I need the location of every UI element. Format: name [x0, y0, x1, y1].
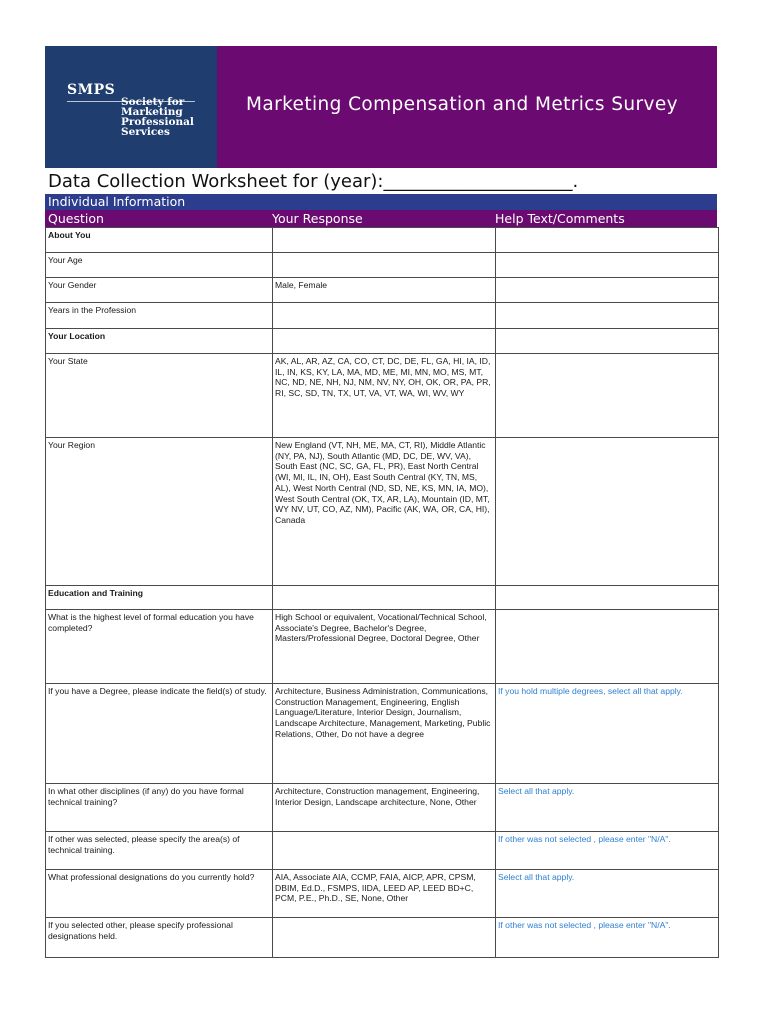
row-response[interactable]: Male, Female: [273, 278, 496, 303]
row-help: [496, 610, 719, 684]
row-help: [496, 438, 719, 586]
row-response[interactable]: New England (VT, NH, ME, MA, CT, RI), Middle Atlantic (NY, PA, NJ), South Atlantic (MD, DC, DE, WV, VA), South East (NC, SC, GA, FL, PR), East North Central (WI, MI, IL, IN, OH), East South Central (KY, TN, MS, AL), West North Central (ND, SD, NE, KS, MN, IA, MO), West South Central (OK, TX, AR, LA), Mountain (ID, MT, WY NV, UT, CO, AZ, NM), Pacific (AK, WA, OR, CA, HI), Canada: [273, 438, 496, 586]
table-row: [46, 586, 719, 610]
table-row: [46, 684, 719, 784]
table-row: [46, 438, 719, 586]
row-response[interactable]: AK, AL, AR, AZ, CA, CO, CT, DC, DE, FL, GA, HI, IA, ID, IL, IN, KS, KY, LA, MA, MD, ME, MI, MN, MO, MS, MT, NC, ND, NE, NH, NJ, NM, NV, NY, OH, OK, OR, PA, PR, RI, SC, SD, TN, TX, UT, VA, VT, WA, WI, WV, WY: [273, 354, 496, 438]
row-response[interactable]: Architecture, Construction management, Engineering, Interior Design, Landscape architecture, None, Other: [273, 784, 496, 832]
row-question: About You: [46, 228, 273, 253]
row-help: If you hold multiple degrees, select all that apply.: [496, 684, 719, 784]
section-bar-label: Individual Information: [48, 194, 186, 209]
worksheet-heading: Data Collection Worksheet for (year):_____________________.: [48, 171, 579, 192]
row-question: Your Age: [46, 253, 273, 278]
row-question: What is the highest level of formal education you have completed?: [46, 610, 273, 684]
table-row: [46, 784, 719, 832]
table-row: [46, 278, 719, 303]
row-help: [496, 253, 719, 278]
row-help: [496, 329, 719, 354]
row-help: [496, 586, 719, 610]
row-help: [496, 303, 719, 329]
table-row: [46, 329, 719, 354]
column-header-response: Your Response: [272, 211, 363, 226]
smps-logo: [45, 46, 217, 168]
column-header-question: Question: [48, 211, 104, 226]
row-question: Your Location: [46, 329, 273, 354]
row-help: [496, 354, 719, 438]
table-row: [46, 303, 719, 329]
row-question: Your Gender: [46, 278, 273, 303]
row-question: What professional designations do you currently hold?: [46, 870, 273, 918]
row-help: [496, 278, 719, 303]
survey-banner: [45, 46, 717, 168]
section-bar: [45, 194, 717, 210]
worksheet-table: [45, 227, 719, 958]
row-response[interactable]: [273, 329, 496, 354]
row-response[interactable]: High School or equivalent, Vocational/Technical School, Associate's Degree, Bachelor's Degree, Masters/Professional Degree, Doctoral Degree, Other: [273, 610, 496, 684]
row-response[interactable]: [273, 918, 496, 958]
row-question: Your Region: [46, 438, 273, 586]
table-row: [46, 832, 719, 870]
table-row: [46, 228, 719, 253]
row-response[interactable]: [273, 228, 496, 253]
table-row: [46, 870, 719, 918]
table-row: [46, 918, 719, 958]
logo-abbreviation: SMPS: [67, 82, 116, 98]
row-response[interactable]: [273, 303, 496, 329]
row-response[interactable]: Architecture, Business Administration, Communications, Construction Management, Engineering, English Language/Literature, Interior Design, Journalism, Landscape Architecture, Management, Marketing, Public Relations, Other, Do not have a degree: [273, 684, 496, 784]
logo-organization-name: Society for Marketing Professional Services: [121, 96, 194, 138]
row-response[interactable]: [273, 832, 496, 870]
row-help: Select all that apply.: [496, 870, 719, 918]
table-row: [46, 610, 719, 684]
row-response[interactable]: AIA, Associate AIA, CCMP, FAIA, AICP, APR, CPSM, DBIM, Ed.D., FSMPS, IIDA, LEED AP, LEED BD+C, PCM, P.E., Ph.D., SE, None, Other: [273, 870, 496, 918]
column-header-bar: [45, 210, 717, 227]
row-help: If other was not selected , please enter "N/A".: [496, 832, 719, 870]
row-response[interactable]: [273, 586, 496, 610]
row-help: If other was not selected , please enter "N/A".: [496, 918, 719, 958]
row-question: If you selected other, please specify professional designations held.: [46, 918, 273, 958]
row-question: If you have a Degree, please indicate the field(s) of study.: [46, 684, 273, 784]
row-help: [496, 228, 719, 253]
table-row: [46, 253, 719, 278]
row-question: Education and Training: [46, 586, 273, 610]
row-help: Select all that apply.: [496, 784, 719, 832]
column-header-help: Help Text/Comments: [495, 211, 625, 226]
row-question: Your State: [46, 354, 273, 438]
row-question: If other was selected, please specify the area(s) of technical training.: [46, 832, 273, 870]
row-question: In what other disciplines (if any) do you have formal technical training?: [46, 784, 273, 832]
row-question: Years in the Profession: [46, 303, 273, 329]
row-response[interactable]: [273, 253, 496, 278]
title-panel: [217, 46, 717, 168]
survey-title: Marketing Compensation and Metrics Survey: [246, 94, 678, 115]
table-row: [46, 354, 719, 438]
